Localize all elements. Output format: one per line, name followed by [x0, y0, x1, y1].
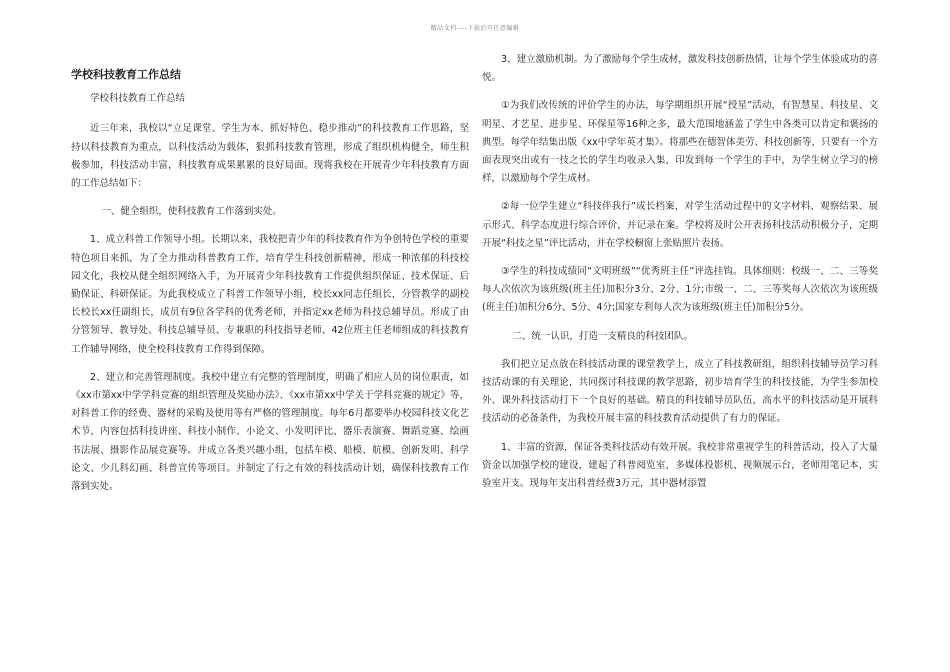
- section-heading-1: 一、健全组织，使科技教育工作落到实处。: [101, 206, 282, 218]
- body-paragraph: ③学生的科技成绩同“文明班级”“优秀班主任”评选挂钩。具体细则：校级一、二、三等奖每人次依次为该班级(班主任)加积分3分、2分、1分;市级一、二、三等奖每人次依次为该班级(班主任)加积分6分、5分、4分;国家专利每人次为该班级(班主任)加积分5分。: [482, 266, 878, 314]
- right-column: [482, 51, 878, 503]
- section-heading-2: 二、统一认识，打造一支精良的科技团队。: [512, 330, 693, 342]
- body-paragraph: 3、建立激励机制。为了激励每个学生成材，激发科技创新热情，让每个学生体验成功的喜悦。: [482, 54, 878, 84]
- body-paragraph: 2、建立和完善管理制度。我校中建立有完整的管理制度，明确了相应人员的岗位职责，如《xx市第xx中学学科竞赛的组织管理及奖励办法》、《xx市第xx中学关于学科竞赛的规定》等，对科普工作的经费、器材的采购及使用等有严格的管理制度。每年6月都要举办校园科技文化艺术节，内容包括科技讲座、科技小制作、小论文、小发明评比、器乐表演赛、舞蹈竞赛、绘画书法展、摄影作品展竞赛等。并成立各类兴趣小组，包括车模、船模、航模、创新发明、科学论文、少儿科幻画、科普宣传等项目。并制定了行之有效的科技活动计划，确保科技教育工作落到实处。: [71, 371, 469, 493]
- body-paragraph: 1、丰富的资源，保证各类科技活动有效开展。我校非常重视学生的科普活动，投入了大量资金以加强学校的建设，建起了科普阅览室，多媒体投影机、视频展示台，老师用笔记本，实验室开支。现每年支出科普经费3万元，其中器材添置: [482, 441, 878, 490]
- body-paragraph: ①为我们改传统的评价学生的办法，每学期组织开展“授星”活动，有智慧星、科技星、文明星、才艺星、进步星、环保星等16种之多，最大范围地涵盖了学生中各类可以肯定和褒扬的典型。每学年结集出版《xx中学年英才集》。将那些在德智体美劳、科技创新等，只要有一个方面表现突出或有一技之长的学生均收录入集，印发到每一个学生的手中，为学生树立学习的榜样，以激励每个学生成材。: [482, 100, 878, 185]
- document-title: 学校科技教育工作总结: [71, 68, 181, 81]
- body-paragraph: 1、成立科普工作领导小组。长期以来，我校把青少年的科技教育作为争创特色学校的重要特色项目来抓，为了全力推动科普教育工作，培育学生科技创新精神，形成一种浓郁的科技校园文化，我校从健全组织网络入手，为开展青少年科技教育工作提供组织保证、技术保证、后勤保证、科研保证。为此我校成立了科普工作领导小组，校长xx同志任组长，分管教学的副校长校长xx任副组长，成员有9位各学科的优秀老师，并指定xx老师为科技总辅导员。形成了由分管领导、教导处、科技总辅导员、专兼职的科技指导老师、42位班主任老师组成的科技教育工作辅导网络，使全校科技教育工作得到保障。: [71, 234, 469, 355]
- body-paragraph: 我们把立足点放在科技活动课的课堂教学上，成立了科技教研组，组织科技辅导员学习科技活动课的有关理论，共同探讨科技课的教学思路，初步培育学生的科技技能，为学生参加校外、课外科技活动打下一个良好的基础。精良的科技辅导员队伍，高水平的科技活动是开展科技活动的必备条件，为我校开展丰富的科技教育活动提供了有力的保证。: [482, 358, 878, 425]
- page-header: 精品文档----下载后可任意编辑: [430, 25, 520, 32]
- intro-paragraph: 近三年来，我校以“立足课堂、学生为本、抓好特色、稳步推动”的科技教育工作思路，坚持以科技教育为重点，以科技活动为载体，狠抓科技教育管理，形成了组织机构健全，师生积极参加，科技活动丰富，科技教育成果累累的良好局面。现将我校在开展青少年科技教育方面的工作总结如下：: [71, 123, 469, 190]
- document-subtitle: 学校科技教育工作总结: [90, 93, 186, 105]
- body-paragraph: ②每一位学生建立“科技伴我行”成长档案，对学生活动过程中的文字材料、观察结果、展示形式、科学态度进行综合评价，并记录在案。学校将及时公开表扬科技活动积极分子，定期开展“科技之星”评比活动，并在学校橱窗上张贴照片表扬。: [482, 201, 878, 249]
- left-column: [71, 52, 469, 506]
